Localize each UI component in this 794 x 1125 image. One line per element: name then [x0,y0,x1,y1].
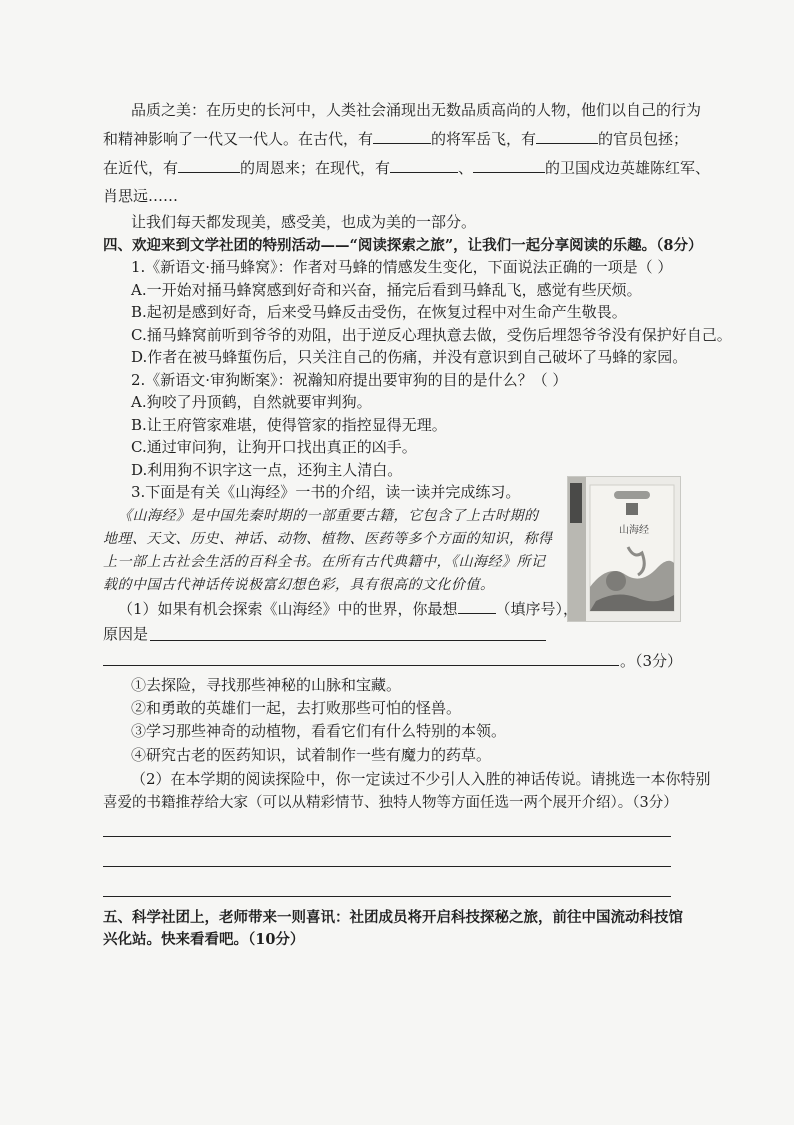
blank-yuefei[interactable] [373,128,431,144]
q3-intro-line-2: 地理、天文、历史、神话、动物、植物、医药等多个方面的知识，称得 [103,531,553,547]
shanhaijing-book-cover-image [567,476,681,622]
beauty-line-4: 肖思远…… [103,187,179,205]
blank-modern-1[interactable] [390,157,458,173]
q3-sub2-line-2: 喜爱的书籍推荐给大家（可以从精彩情节、独特人物等方面任选一两个展开介绍）。（3分） [103,795,678,811]
q1-option-b[interactable]: B.起初是感到好奇，后来受马蜂反击受伤，在恢复过程中对生命产生敬畏。 [131,303,627,321]
beauty-line-3-a: 在近代，有 [103,159,179,177]
blank-modern-2[interactable] [473,157,545,173]
q3-stem: 3.下面是有关《山海经》一书的介绍，读一读并完成练习。 [131,483,521,501]
q1-option-a[interactable]: A.一开始对捅马蜂窝感到好奇和兴奋，捅完后看到马蜂乱飞，感觉有些厌烦。 [131,281,642,299]
blank-zhouenlai[interactable] [178,157,240,173]
section5-line-1: 五、科学社团上，老师带来一则喜讯：社团成员将开启科技探秘之旅，前往中国流动科技馆 [103,909,683,926]
choice-4: ④研究古老的医药知识，试着制作一些有魔力的药草。 [131,746,492,764]
choice-3: ③学习那些神奇的动植物，看看它们有什么特别的本领。 [131,722,507,740]
beauty-line-2 [103,128,688,149]
recommend-answer-line-2[interactable] [103,866,671,867]
q3-intro-line-4: 载的中国古代神话传说极富幻想色彩，具有很高的文化价值。 [103,577,495,593]
beauty-closing: 让我们每天都发现美，感受美，也成为美的一部分。 [131,213,477,231]
choice-1: ①去探险，寻找那些神秘的山脉和宝藏。 [131,676,402,694]
blank-baozheng[interactable] [536,128,598,144]
q3-reason-label: 原因是 [103,625,149,643]
section5-line-2: 兴化站。快来看看吧。（10分） [103,931,305,948]
beauty-line-3-b: 的周恩来；在现代，有 [240,159,391,177]
q3-intro-line-1: 《山海经》是中国先秦时期的一部重要古籍，它包含了上古时期的 [118,508,539,524]
q1-option-c[interactable]: C.捅马蜂窝前听到爷爷的劝阻，出于逆反心理执意去做，受伤后埋怨爷爷没有保护好自己。 [131,326,732,344]
q2-option-d[interactable]: D.利用狗不识字这一点，还狗主人清白。 [131,461,403,479]
beauty-line-2-c: 的官员包拯； [598,130,689,148]
q2-option-a[interactable]: A.狗咬了丹顶鹤，自然就要审判狗。 [131,393,372,411]
book-cover-title: 山海经 [619,525,649,536]
q3-sub1 [118,598,578,619]
recommend-answer-line-1[interactable] [103,836,671,837]
beauty-line-3-c: 、 [458,159,474,177]
blank-choice-number[interactable] [458,598,496,614]
beauty-line-1: 品质之美：在历史的长河中，人类社会涌现出无数品质高尚的人物，他们以自己的行为 [131,101,702,119]
q3-sub1-a: （1）如果有机会探索《山海经》中的世界，你最想 [118,600,458,618]
q1-option-d[interactable]: D.作者在被马蜂蜇伤后，只关注自己的伤痛，并没有意识到自己破坏了马蜂的家园。 [131,348,688,366]
reason-answer-line-1[interactable] [150,640,546,641]
q3-sub1-score: 。（3分） [620,652,683,670]
q3-sub2-line-1: （2）在本学期的阅读探险中，你一定读过不少引人入胜的神话传说。请挑选一本你特别 [131,770,711,788]
beauty-line-2-b: 的将军岳飞，有 [431,130,537,148]
section4-heading: 四、欢迎来到文学社团的特别活动——“阅读探索之旅”，让我们一起分享阅读的乐趣。（8分） [103,237,703,254]
beauty-line-3-d: 的卫国戍边英雄陈红军、 [545,159,711,177]
q1-stem: 1.《新语文·捅马蜂窝》：作者对马蜂的情感发生变化，下面说法正确的一项是（ ） [131,258,673,276]
q3-sub1-b: （填序号）， [495,600,579,618]
choice-2: ②和勇敢的英雄们一起，去打败那些可怕的怪兽。 [131,699,462,717]
beauty-line-2-a: 和精神影响了一代又一代人。在古代，有 [103,130,374,148]
beauty-line-3 [103,157,710,178]
bleed-through-text [520,64,524,78]
recommend-answer-line-3[interactable] [103,896,671,897]
q2-option-c[interactable]: C.通过审问狗，让狗开口找出真正的凶手。 [131,438,417,456]
reason-answer-line-2[interactable] [103,665,619,666]
book-cover-illustration [568,477,680,621]
q2-option-b[interactable]: B.让王府管家难堪，使得管家的指控显得无理。 [131,416,447,434]
q2-stem: 2.《新语文·审狗断案》：祝瀚知府提出要审狗的目的是什么？（ ） [131,371,568,389]
q3-intro-line-3: 上一部上古社会生活的百科全书。在所有古代典籍中，《山海经》所记 [103,554,546,570]
